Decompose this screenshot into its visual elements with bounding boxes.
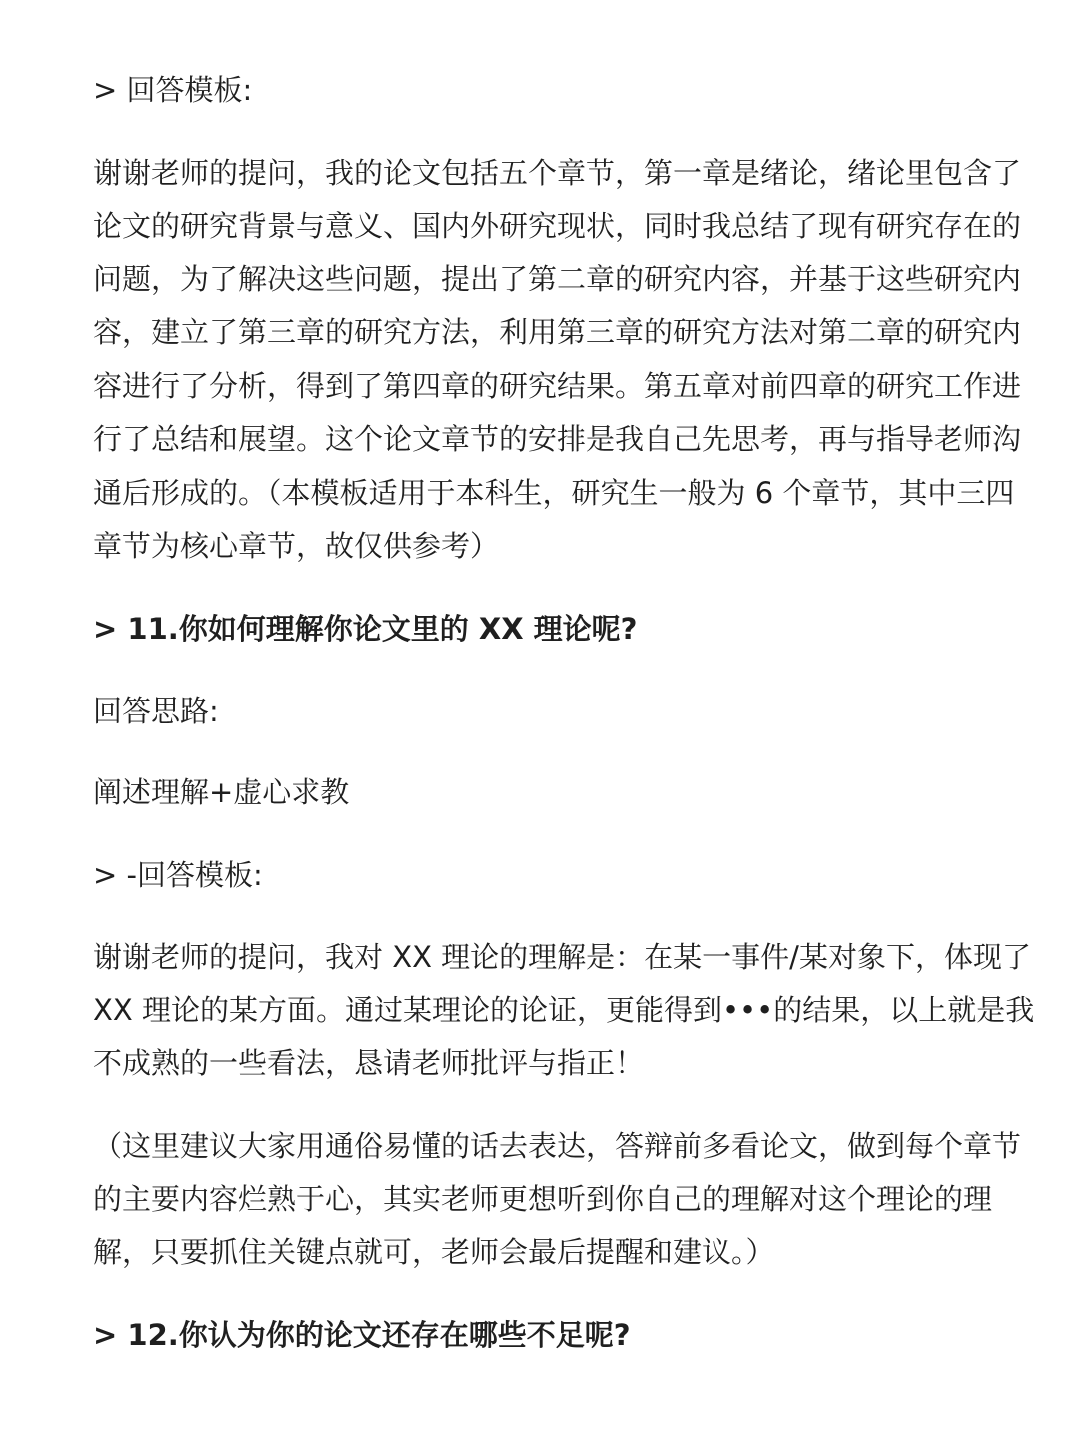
- template-heading: > 回答模板:: [93, 73, 253, 107]
- paragraph-line: 问题，为了解决这些问题，提出了第二章的研究内容，并基于这些研究内: [93, 262, 1022, 296]
- approach-text: 阐述理解+虚心求教: [93, 775, 350, 809]
- paragraph-line: 容进行了分析，得到了第四章的研究结果。第五章对前四章的研究工作进: [93, 369, 1022, 403]
- paragraph-line: 章节为核心章节，故仅供参考）: [93, 529, 500, 563]
- paragraph-line: 容，建立了第三章的研究方法，利用第三章的研究方法对第二章的研究内: [93, 315, 1022, 349]
- paragraph-line: 的主要内容烂熟于心，其实老师更想听到你自己的理解对这个理论的理: [93, 1182, 993, 1216]
- paragraph-line: 行了总结和展望。这个论文章节的安排是我自己先思考，再与指导老师沟: [93, 422, 1022, 456]
- paragraph-line: 不成熟的一些看法，恳请老师批评与指正！: [93, 1046, 645, 1080]
- paragraph-line: 解，只要抓住关键点就可，老师会最后提醒和建议。）: [93, 1235, 775, 1269]
- template-heading: > -回答模板:: [93, 858, 263, 892]
- paragraph-line: 谢谢老师的提问，我的论文包括五个章节，第一章是绪论，绪论里包含了: [93, 156, 1022, 190]
- question-heading: > 11.你如何理解你论文里的 XX 理论呢?: [93, 612, 638, 646]
- approach-label: 回答思路:: [93, 694, 219, 728]
- paragraph-line: 通后形成的。（本模板适用于本科生，研究生一般为 6 个章节，其中三四: [93, 476, 1015, 510]
- paragraph-line: 论文的研究背景与意义、国内外研究现状，同时我总结了现有研究存在的: [93, 209, 1022, 243]
- question-heading: > 12.你认为你的论文还存在哪些不足呢?: [93, 1318, 631, 1352]
- paragraph-line: 谢谢老师的提问，我对 XX 理论的理解是：在某一事件/某对象下，体现了: [93, 940, 1031, 974]
- paragraph-line: XX 理论的某方面。通过某理论的论证，更能得到•••的结果，以上就是我: [93, 993, 1035, 1027]
- paragraph-line: （这里建议大家用通俗易懂的话去表达，答辩前多看论文，做到每个章节: [93, 1129, 1022, 1163]
